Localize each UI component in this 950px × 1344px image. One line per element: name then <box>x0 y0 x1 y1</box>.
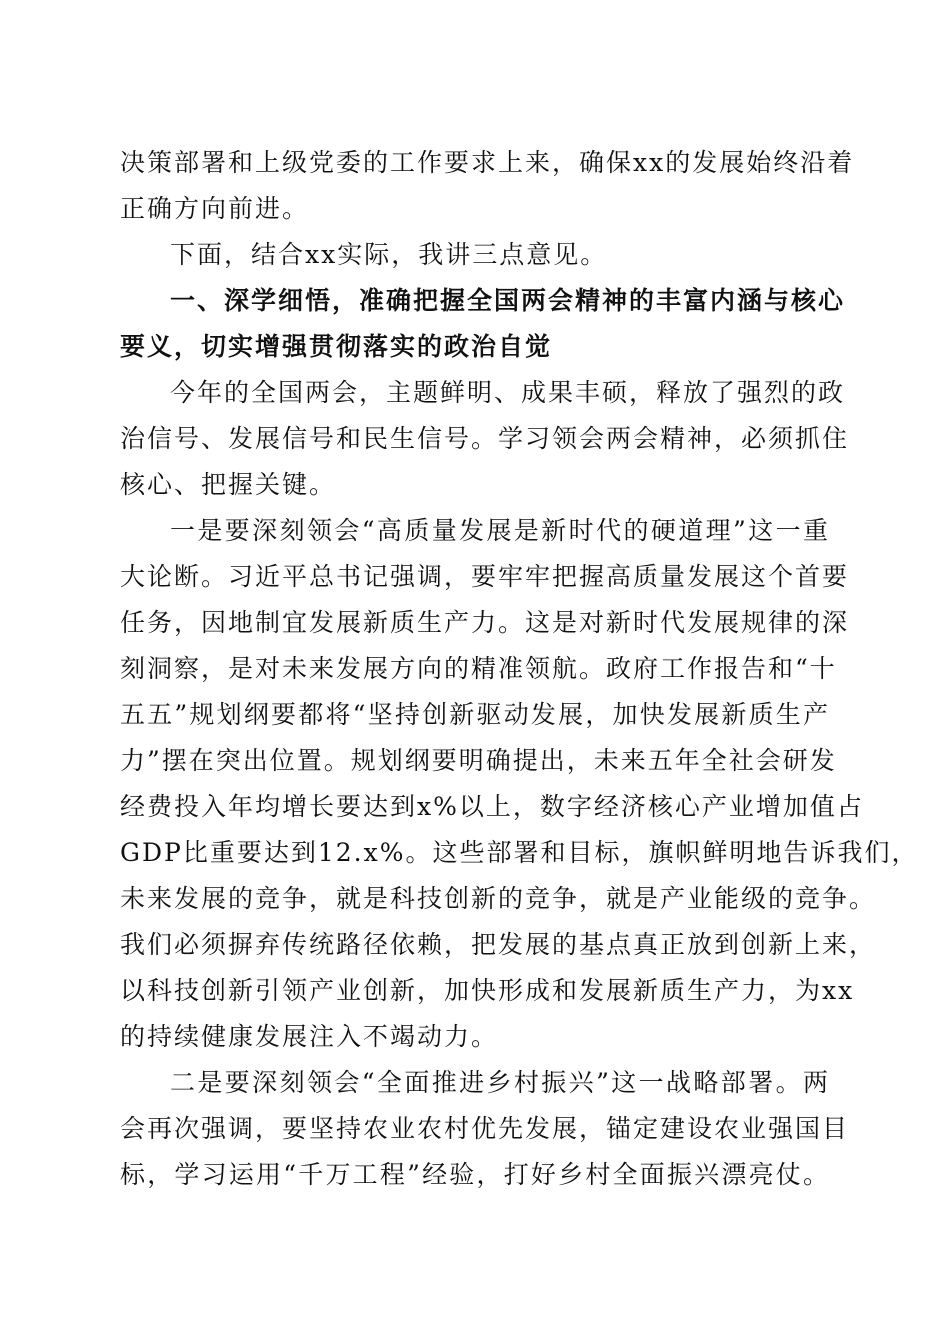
paragraph-line: 今年的全国两会，主题鲜明、成果丰硕，释放了强烈的政 <box>170 378 846 407</box>
paragraph-line: 治信号、发展信号和民生信号。学习领会两会精神，必须抓住 <box>120 424 850 453</box>
paragraph-line: 经费投入年均增长要达到x%以上，数字经济核心产业增加值占 <box>120 792 864 821</box>
paragraph-line: 任务，因地制宜发展新质生产力。这是对新时代发展规律的深 <box>120 608 850 637</box>
paragraph-line: 的持续健康发展注入不竭动力。 <box>120 1022 499 1051</box>
paragraph-line: 大论断。习近平总书记强调，要牢牢把握高质量发展这个首要 <box>120 562 850 591</box>
paragraph-line: 一是要深刻领会“高质量发展是新时代的硬道理”这一重 <box>170 516 830 545</box>
document-page <box>120 140 919 1198</box>
paragraph-line: 核心、把握关键。 <box>120 470 337 499</box>
paragraph-line: 标，学习运用“千万工程”经验，打好乡村全面振兴漂亮仗。 <box>120 1160 830 1189</box>
paragraph-line: 未来发展的竞争，就是科技创新的竞争，就是产业能级的竞争。 <box>120 884 877 913</box>
section-heading: 要义，切实增强贯彻落实的政治自觉 <box>120 332 553 361</box>
section-heading: 一、深学细悟，准确把握全国两会精神的丰富内涵与核心 <box>170 286 846 315</box>
paragraph-line: 五五”规划纲要都将“坚持创新驱动发展，加快发展新质生产 <box>120 700 830 729</box>
paragraph-line: 二是要深刻领会“全面推进乡村振兴”这一战略部署。两 <box>170 1068 830 1097</box>
paragraph-line: 我们必须摒弃传统路径依赖，把发展的基点真正放到创新上来， <box>120 930 877 959</box>
paragraph-line: 决策部署和上级党委的工作要求上来，确保xx的发展始终沿着 <box>120 148 855 177</box>
lead-sentence: 下面，结合xx实际，我讲三点意见。 <box>170 240 608 269</box>
paragraph-line: 刻洞察，是对未来发展方向的精准领航。政府工作报告和“十 <box>120 654 837 683</box>
paragraph-line: 以科技创新引领产业创新，加快形成和发展新质生产力，为xx <box>120 976 855 1005</box>
paragraph-line: 正确方向前进。 <box>120 194 310 223</box>
paragraph-line: GDP比重要达到12.x%。这些部署和目标，旗帜鲜明地告诉我们， <box>120 838 919 867</box>
paragraph-line: 力”摆在突出位置。规划纲要明确提出，未来五年全社会研发 <box>120 746 837 775</box>
paragraph-line: 会再次强调，要坚持农业农村优先发展，锚定建设农业强国目 <box>120 1114 850 1143</box>
